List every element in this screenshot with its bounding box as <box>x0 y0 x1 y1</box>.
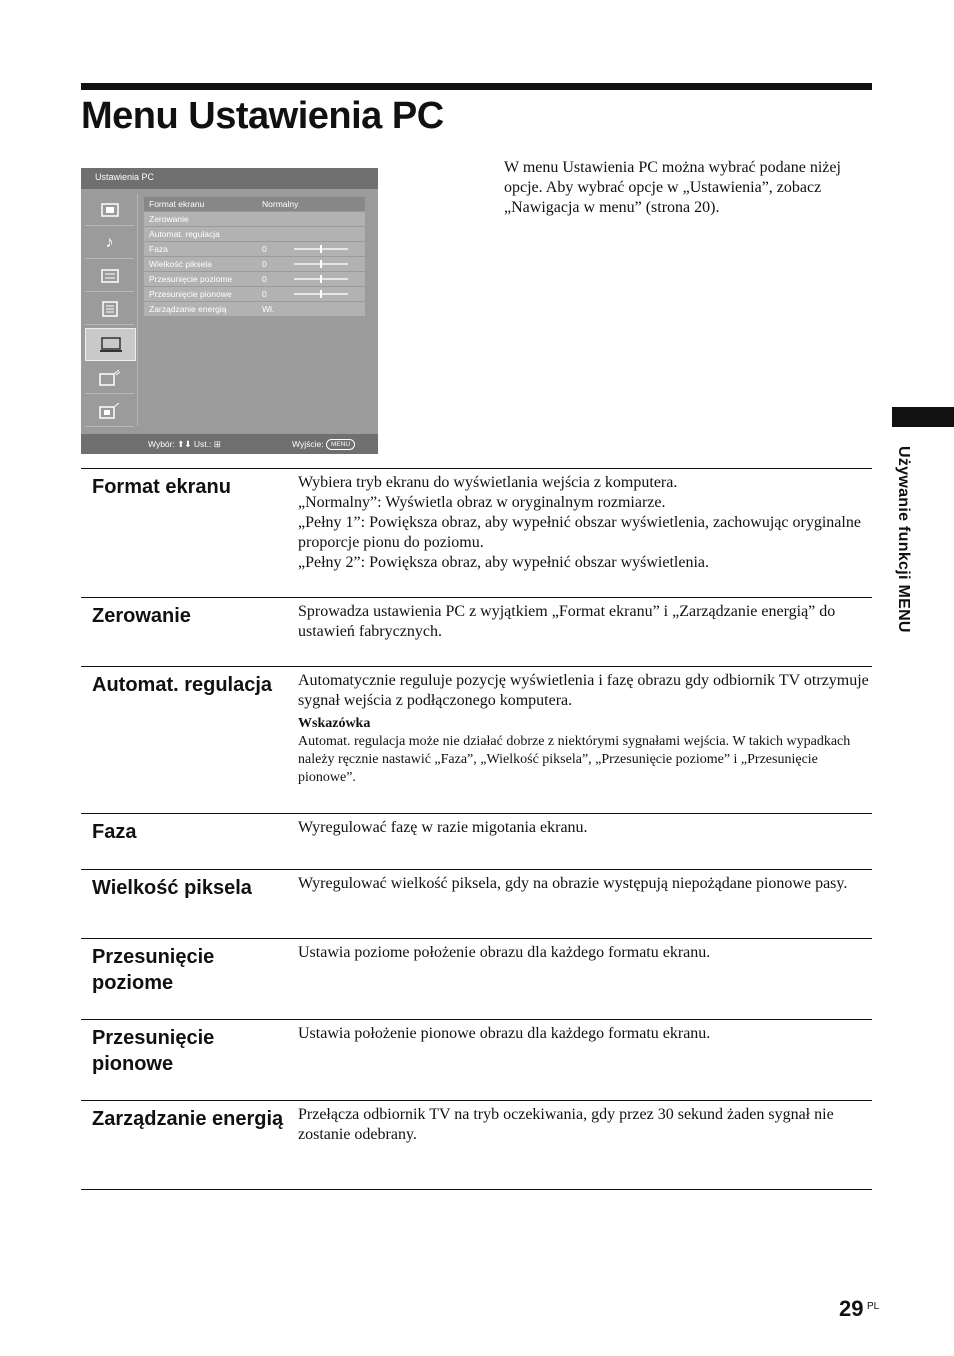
definition-term: Wielkość piksela <box>92 877 252 899</box>
digital-channel-icon <box>85 395 134 427</box>
osd-slider-knob <box>320 290 322 298</box>
osd-menu-item <box>144 287 365 301</box>
osd-menu-item <box>144 197 365 211</box>
osd-item-label: Faza <box>149 244 168 254</box>
description-line: „Pełny 2”: Powiększa obraz, aby wypełnić obszar wyświetlenia. <box>298 554 709 571</box>
definition-row <box>81 869 872 938</box>
definition-description <box>298 469 872 573</box>
definition-term: Zarządzanie energią <box>92 1108 284 1130</box>
osd-item-label: Zerowanie <box>149 214 189 224</box>
osd-menu-item <box>144 302 365 316</box>
description-line: Wyregulować wielkość piksela, gdy na obrazie występują niepożądane pionowe pasy. <box>298 875 848 892</box>
description-line: Wybiera tryb ekranu do wyświetlania wejścia z komputera. <box>298 474 678 491</box>
definition-description <box>298 667 872 787</box>
page-number: 29 <box>839 1296 864 1321</box>
definition-term: Przesunięcie pionowe <box>92 1027 215 1075</box>
osd-footer <box>81 434 378 454</box>
osd-title: Ustawienia PC <box>95 172 155 182</box>
section-side-label: Używanie funkcji MENU <box>895 446 912 633</box>
definition-row <box>81 666 872 813</box>
description-line: „Pełny 1”: Powiększa obraz, aby wypełnić obszar wyświetlenia, zachowując oryginalne proporcje pionu do poziomu. <box>298 514 861 551</box>
features-icon <box>85 293 134 325</box>
definition-row <box>81 597 872 666</box>
definition-term: Faza <box>92 821 137 843</box>
sound-icon: ♪ <box>85 227 134 259</box>
definition-row <box>81 938 872 1019</box>
osd-slider-knob <box>320 245 322 253</box>
osd-menu-item <box>144 242 365 256</box>
osd-menu-item <box>144 212 365 226</box>
section-tab-marker <box>892 407 954 427</box>
description-line: Automatycznie reguluje pozycję wyświetlenia i fazę obrazu gdy odbiornik TV otrzymuje sygnał wejścia z podłączonego komputera. <box>298 672 869 709</box>
screen-setup-icon <box>85 260 134 292</box>
osd-item-value: 0 <box>262 259 267 269</box>
definition-description <box>298 1020 872 1044</box>
osd-menu-item <box>144 272 365 286</box>
definition-description <box>298 1101 872 1145</box>
osd-item-label: Automat. regulacja <box>149 229 220 239</box>
osd-footer-select: Wybór: ⬆⬇ Ust.: ⊞ <box>148 439 221 449</box>
hint-text: Automat. regulacja może nie działać dobrze z niektórymi sygnałami wejścia. W takich wypadkach należy ręcznie nastawić „Faza”, „Wielkość piksela”, „Przesunięcie poziome” i „Przesunięcie pionowe”. <box>298 734 851 785</box>
page-title: Menu Ustawienia PC <box>81 95 444 137</box>
pc-settings-icon <box>85 328 136 361</box>
definition-term: Format ekranu <box>92 476 231 498</box>
picture-icon <box>85 194 134 226</box>
osd-item-value: Normalny <box>262 199 299 209</box>
description-line: Przełącza odbiornik TV na tryb oczekiwania, gdy przez 30 sekund żaden sygnał nie zostanie odebrany. <box>298 1106 834 1143</box>
definition-row <box>81 813 872 869</box>
osd-item-label: Zarządzanie energią <box>149 304 227 314</box>
osd-item-label: Przesunięcie pionowe <box>149 289 232 299</box>
osd-slider <box>294 278 348 280</box>
description-line: Wyregulować fazę w razie migotania ekranu. <box>298 819 588 836</box>
osd-slider-knob <box>320 260 322 268</box>
definition-term: Zerowanie <box>92 605 191 627</box>
osd-item-label: Przesunięcie poziome <box>149 274 233 284</box>
top-rule <box>81 83 872 90</box>
osd-sidebar <box>81 194 137 434</box>
osd-item-value: Wł. <box>262 304 275 314</box>
definition-row <box>81 468 872 597</box>
definition-row <box>81 1100 872 1190</box>
definition-term: Automat. regulacja <box>92 674 273 696</box>
definition-list <box>81 468 872 1190</box>
definition-term: Przesunięcie poziome <box>92 946 215 994</box>
osd-slider-knob <box>320 275 322 283</box>
definition-row <box>81 1019 872 1100</box>
osd-screenshot <box>81 168 378 454</box>
osd-item-label: Wielkość piksela <box>149 259 212 269</box>
osd-slider <box>294 248 348 250</box>
osd-item-value: 0 <box>262 244 267 254</box>
definition-description <box>298 598 872 642</box>
up-down-arrows-icon: ⬆⬇ <box>177 439 192 449</box>
osd-divider <box>137 194 138 426</box>
definition-description <box>298 814 872 838</box>
description-line: Ustawia położenie pionowe obrazu dla każdego formatu ekranu. <box>298 1025 711 1042</box>
definition-description <box>298 870 872 894</box>
osd-item-value: 0 <box>262 274 267 284</box>
hint-title: Wskazówka <box>298 716 371 731</box>
definition-description <box>298 939 872 963</box>
osd-header <box>81 168 378 189</box>
osd-item-label: Format ekranu <box>149 199 205 209</box>
osd-menu-item <box>144 227 365 241</box>
analog-channel-icon <box>85 362 134 394</box>
osd-menu-item <box>144 257 365 271</box>
enter-icon: ⊞ <box>213 439 221 449</box>
osd-slider <box>294 293 348 295</box>
osd-slider <box>294 263 348 265</box>
description-line: Ustawia poziome położenie obrazu dla każdego formatu ekranu. <box>298 944 711 961</box>
menu-button-icon: MENU <box>326 439 355 450</box>
intro-text: W menu Ustawienia PC można wybrać podane niżej opcje. Aby wybrać opcje w „Ustawienia”, zobacz „Nawigacja w menu” (strona 20). <box>504 159 841 216</box>
description-line: Sprowadza ustawienia PC z wyjątkiem „Format ekranu” i „Zarządzanie energią” do ustawień fabrycznych. <box>298 603 836 640</box>
osd-footer-exit: Wyjście: MENU <box>292 439 355 450</box>
page-language: PL <box>867 1301 880 1312</box>
osd-item-value: 0 <box>262 289 267 299</box>
osd-menu-list <box>144 197 365 317</box>
description-line: „Normalny”: Wyświetla obraz w oryginalnym rozmiarze. <box>298 494 666 511</box>
